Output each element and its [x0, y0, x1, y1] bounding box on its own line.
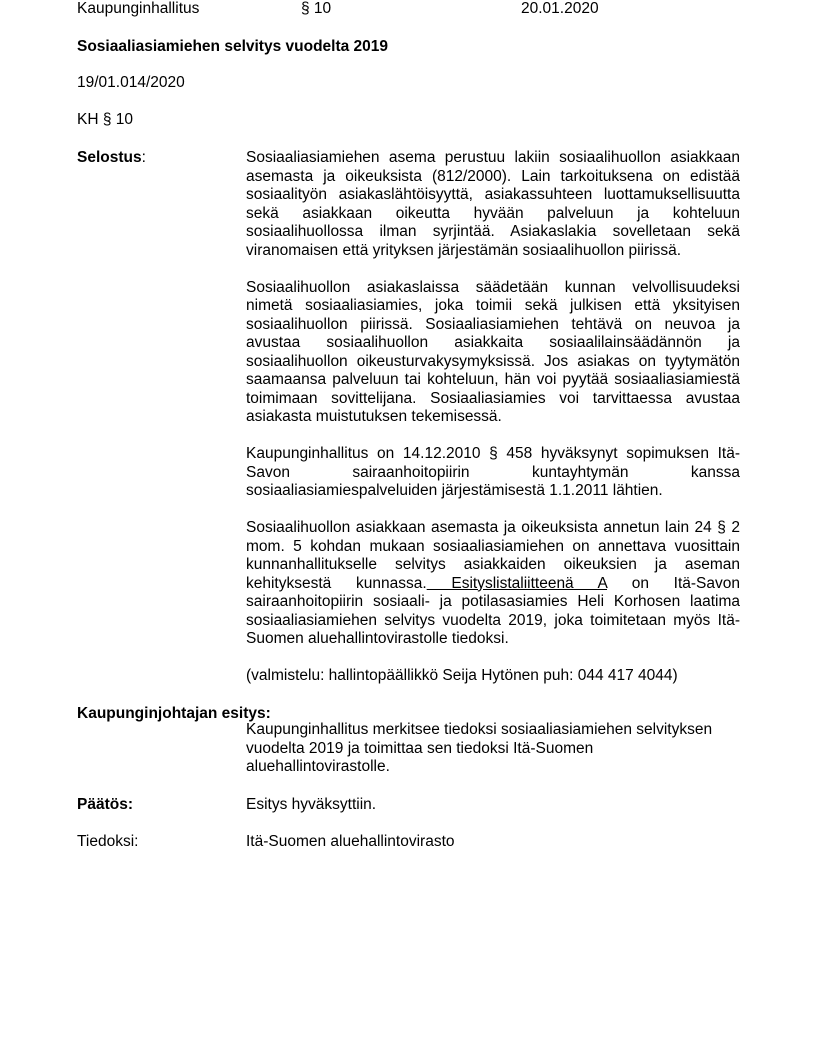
paatos-text: Esitys hyväksyttiin. [246, 796, 377, 813]
tiedoksi-text: Itä-Suomen aluehallintovirasto [246, 833, 455, 850]
paragraph-4-text-after: on Itä-Savon sairaanhoitopiirin sosiaali- ja potilasasiamies Heli Korhosen laatima sosiaaliasiamiehen selvitys vuodelta 2019, joka toimitetaan myös Itä-Suomen aluehallintovirastolle tiedoksi. [246, 574, 740, 647]
document-title: Sosiaaliasiamiehen selvitys vuodelta 2019 [77, 38, 389, 55]
paatos-label: Päätös: [77, 796, 133, 813]
selostus-paragraph-3: Kaupunginhallitus on 14.12.2010 § 458 hyväksynyt sopimuksen Itä-Savon sairaanhoitopiirin kuntayhtymän kanssa sosiaaliasiamiespalveluiden järjestämisestä 1.1.2011 lähtien. [246, 445, 740, 499]
selostus-paragraph-4 [246, 519, 740, 649]
selostus-paragraph-1: Sosiaaliasiamiehen asema perustuu lakiin sosiaalihuollon asiakkaan asemasta ja oikeuksista (812/2000). Lain tarkoituksena on edistää sosiaalityön asiakaslähtöisyyttä, asiakassuhteen luottamuksellisuutta sekä asiakkaan oikeutta hyvään palveluun ja kohteluun sosiaalihuollossa ilman syrjintää. Asiakaslakia sovelletaan sekä viranomaisen että yrityksen järjestämän sosiaalihuollon piirissä. [246, 149, 740, 259]
header-section: § 10 [301, 0, 332, 17]
tiedoksi-label: Tiedoksi: [77, 833, 139, 850]
header-date: 20.01.2020 [521, 0, 599, 17]
preparer-note: (valmistelu: hallintopäällikkö Seija Hytönen puh: 044 417 4044) [246, 667, 678, 684]
document-header [0, 0, 816, 19]
selostus-paragraph-2: Sosiaalihuollon asiakaslaissa säädetään kunnan velvollisuudeksi nimetä sosiaaliasiamies, joka toimii sekä julkisen että yksityisen sosiaalihuollon piirissä. Sosiaaliasiamiehen tehtävä on neuvoa ja avustaa sosiaalihuollon asiakkaita sosiaalilainsäädännön ja sosiaalihuollon oikeusturvakysymyksissä. Jos asiakas on tyytymätön saamaansa palveluun tai kohteluun, hän voi pyytää sosiaaliasiamiestä toimimaan sovittelijana. Sosiaaliasiamies voi tarvittaessa avustaa asiakasta muistutuksen tekemisessä. [246, 278, 740, 425]
selostus-label [77, 148, 146, 168]
attachment-link[interactable]: Esityslistaliitteenä A [426, 574, 608, 592]
selostus-label-colon: : [141, 149, 146, 166]
kh-section: KH § 10 [77, 111, 134, 128]
header-committee: Kaupunginhallitus [77, 0, 200, 17]
selostus-content [246, 149, 740, 686]
ehdotus-text: Kaupunginhallitus merkitsee tiedoksi sosiaaliasiamiehen selvityksen vuodelta 2019 ja toimittaa sen tiedoksi Itä-Suomen aluehallintovirastolle. [246, 721, 713, 775]
selostus-label-text: Selostus [77, 149, 142, 166]
diary-number: 19/01.014/2020 [77, 74, 185, 91]
ehdotus-label: Kaupunginjohtajan esitys: [77, 705, 271, 722]
paragraph-4-text-before: Sosiaalihuollon asiakkaan asemasta ja oikeuksista annetun lain 24 § 2 mom. 5 kohdan mukaan sosiaaliasiamiehen on annettava vuosittain kunnanhallitukselle selvitys asiakkaiden oikeuksien ja aseman kehityksestä kunnassa. [246, 519, 740, 592]
